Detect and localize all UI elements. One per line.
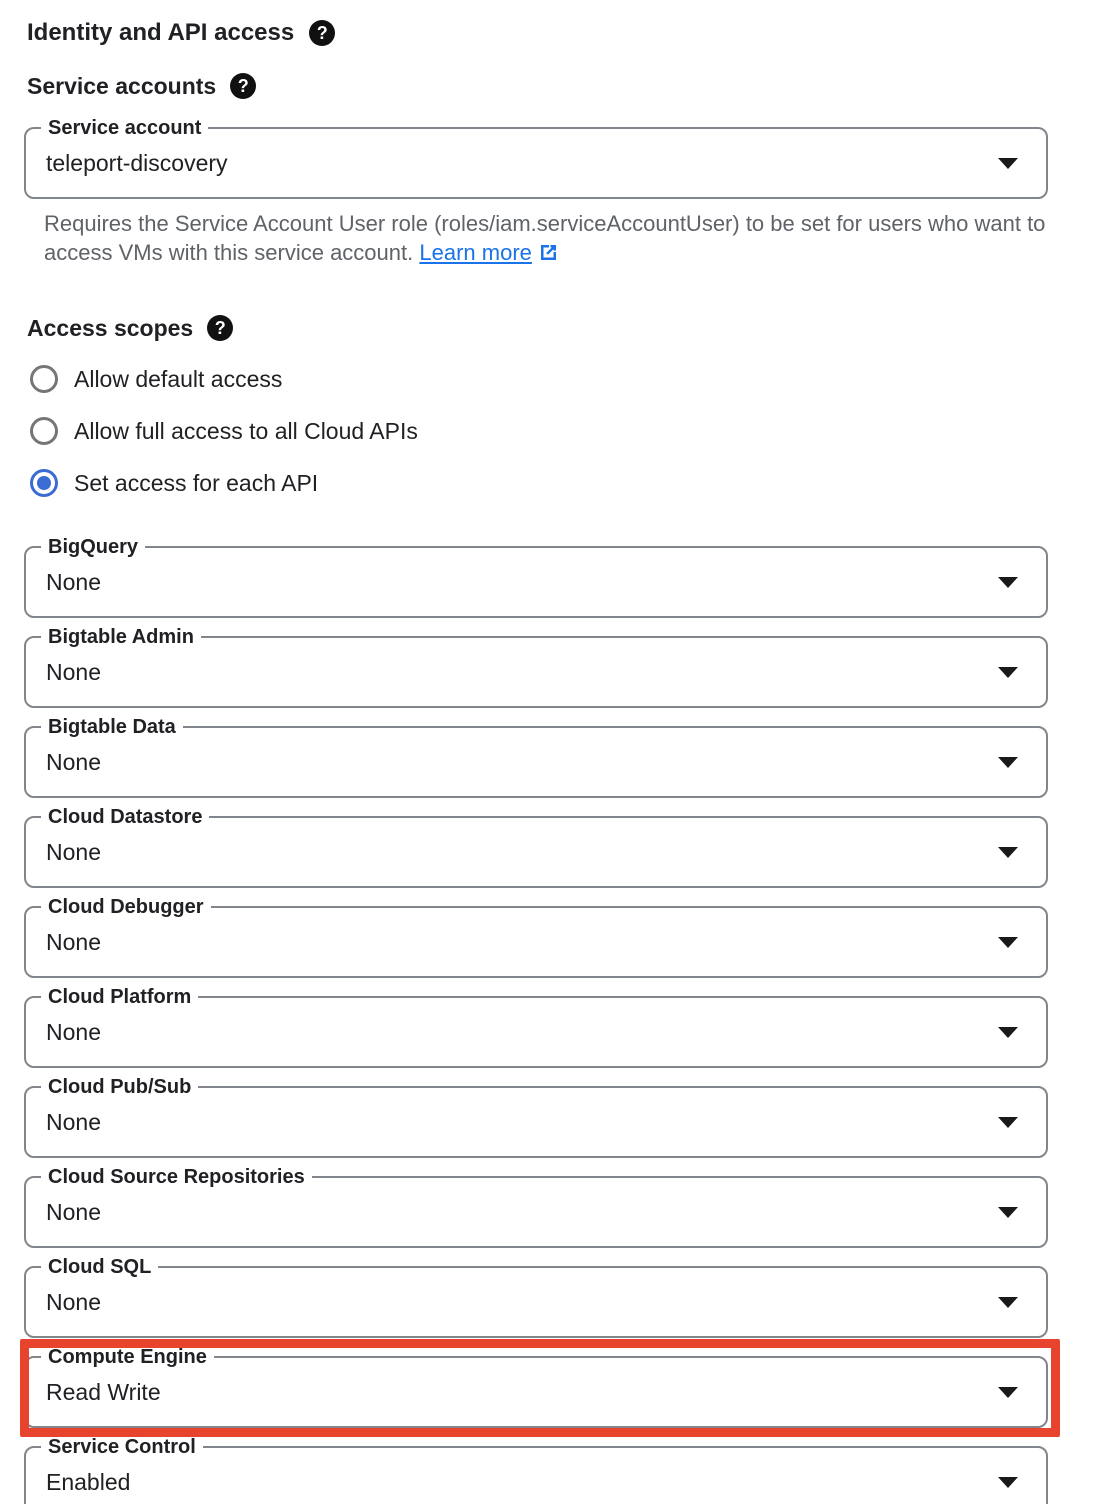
radio-set-access-for-each-api[interactable] <box>30 468 1096 498</box>
scope-label-cloud-source-repositories: Cloud Source Repositories <box>41 1164 312 1191</box>
radio-label-allow-full-access-to-all-cloud-apis: Allow full access to all Cloud APIs <box>74 418 418 444</box>
access-scope-options <box>30 364 1096 498</box>
scope-label-service-control: Service Control <box>41 1434 203 1461</box>
external-link-icon[interactable] <box>538 241 559 270</box>
dropdown-arrow-icon <box>998 1207 1018 1218</box>
dropdown-arrow-icon <box>998 1027 1018 1038</box>
service-account-select[interactable] <box>24 117 1048 199</box>
scope-field-compute-engine[interactable] <box>24 1346 1048 1428</box>
access-scopes-heading-text: Access scopes <box>27 315 194 341</box>
section-heading-text: Identity and API access <box>27 19 295 46</box>
help-icon[interactable]: ? <box>309 20 335 46</box>
scope-value-service-control: Enabled <box>46 1469 131 1495</box>
help-icon[interactable]: ? <box>207 315 233 341</box>
access-scopes-heading <box>27 314 1096 342</box>
service-account-value: teleport-discovery <box>46 150 228 176</box>
scope-field-cloud-sql[interactable] <box>24 1256 1048 1338</box>
scope-value-compute-engine: Read Write <box>46 1379 161 1405</box>
scope-field-cloud-platform[interactable] <box>24 986 1048 1068</box>
scope-field-cloud-debugger[interactable] <box>24 896 1048 978</box>
scope-value-cloud-pub-sub: None <box>46 1109 101 1135</box>
scope-value-bigtable-admin: None <box>46 659 101 685</box>
radio-label-set-access-for-each-api: Set access for each API <box>74 470 319 496</box>
scope-value-bigtable-data: None <box>46 749 101 775</box>
radio-allow-default-access[interactable] <box>30 364 1096 394</box>
scope-value-cloud-sql: None <box>46 1289 101 1315</box>
scope-field-bigtable-data[interactable] <box>24 716 1048 798</box>
dropdown-arrow-icon <box>998 937 1018 948</box>
radio-icon[interactable] <box>30 365 58 393</box>
scope-label-compute-engine: Compute Engine <box>41 1344 214 1371</box>
dropdown-arrow-icon <box>998 1387 1018 1398</box>
scope-field-bigquery[interactable] <box>24 536 1048 618</box>
dropdown-arrow-icon <box>998 1117 1018 1128</box>
scope-value-bigquery: None <box>46 569 101 595</box>
service-account-helper-text: Requires the Service Account User role (roles/iam.serviceAccountUser) to be set for users who want to access VMs with this service account. Learn more <box>44 209 1054 270</box>
service-accounts-heading <box>27 72 1096 100</box>
dropdown-arrow-icon <box>998 158 1018 169</box>
radio-icon[interactable] <box>30 417 58 445</box>
scope-value-cloud-datastore: None <box>46 839 101 865</box>
scope-value-cloud-platform: None <box>46 1019 101 1045</box>
dropdown-arrow-icon <box>998 667 1018 678</box>
scope-value-cloud-debugger: None <box>46 929 101 955</box>
scope-label-bigtable-admin: Bigtable Admin <box>41 624 201 651</box>
identity-api-access-panel <box>0 18 1096 1504</box>
scope-field-cloud-source-repositories[interactable] <box>24 1166 1048 1248</box>
scope-label-cloud-datastore: Cloud Datastore <box>41 804 209 831</box>
scope-field-cloud-datastore[interactable] <box>24 806 1048 888</box>
section-heading <box>27 18 1096 48</box>
scope-label-cloud-debugger: Cloud Debugger <box>41 894 211 921</box>
scope-label-bigtable-data: Bigtable Data <box>41 714 183 741</box>
radio-label-allow-default-access: Allow default access <box>74 366 283 392</box>
learn-more-link[interactable]: Learn more <box>419 240 532 265</box>
scope-label-bigquery: BigQuery <box>41 534 145 561</box>
scope-value-cloud-source-repositories: None <box>46 1199 101 1225</box>
scope-label-cloud-pub-sub: Cloud Pub/Sub <box>41 1074 198 1101</box>
help-icon[interactable]: ? <box>230 73 256 99</box>
scope-label-cloud-platform: Cloud Platform <box>41 984 198 1011</box>
dropdown-arrow-icon <box>998 1297 1018 1308</box>
scope-field-bigtable-admin[interactable] <box>24 626 1048 708</box>
radio-allow-full-access-to-all-cloud-apis[interactable] <box>30 416 1096 446</box>
service-account-label: Service account <box>41 115 208 142</box>
dropdown-arrow-icon <box>998 1477 1018 1488</box>
scope-label-cloud-sql: Cloud SQL <box>41 1254 158 1281</box>
dropdown-arrow-icon <box>998 757 1018 768</box>
scope-field-cloud-pub-sub[interactable] <box>24 1076 1048 1158</box>
dropdown-arrow-icon <box>998 847 1018 858</box>
api-scope-fields <box>0 536 1096 1504</box>
radio-icon[interactable] <box>30 469 58 497</box>
scope-field-service-control[interactable] <box>24 1436 1048 1504</box>
service-accounts-heading-text: Service accounts <box>27 73 217 99</box>
dropdown-arrow-icon <box>998 577 1018 588</box>
